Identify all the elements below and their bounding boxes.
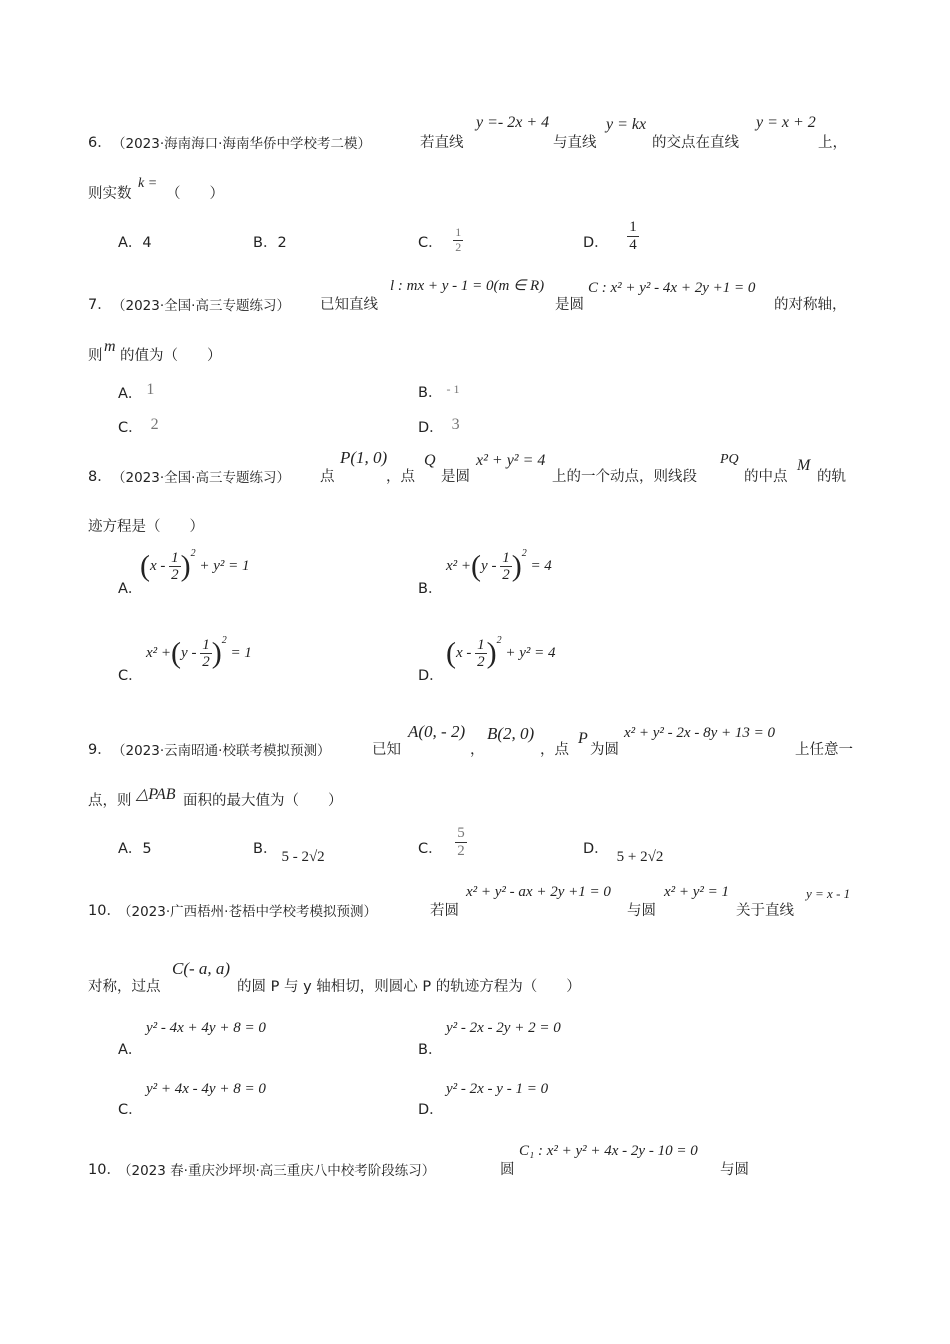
question-text: 是圆: [441, 469, 470, 485]
variable-m: m: [104, 338, 116, 355]
option-a-label[interactable]: A．: [118, 581, 143, 597]
question-text: 的值为（ ）: [120, 348, 222, 364]
fraction: $\frac{1}{2}$: [171, 549, 179, 584]
question-number: 10．: [88, 903, 121, 919]
question-source: （2023·云南昭通·校联考模拟预测）: [112, 743, 331, 759]
option-b[interactable]: B．2: [253, 235, 287, 251]
question-number: 8．: [88, 469, 112, 485]
question-number: 6．: [88, 135, 112, 151]
equation-circle: x² + y² = 4: [476, 452, 546, 469]
question-text: 面积的最大值为（ ）: [183, 793, 343, 809]
option-d-label[interactable]: D．: [418, 1102, 444, 1118]
equation-line-l: l : mx + y - 1 = 0(m ∈ R): [390, 278, 545, 294]
equation-circle-1: x² + y² - ax + 2y +1 = 0: [466, 884, 611, 900]
variable-m: M: [797, 457, 811, 474]
question-text: 是圆: [555, 297, 584, 313]
option-d[interactable]: D． 3: [418, 416, 460, 436]
option-b-label[interactable]: B．: [418, 1042, 443, 1058]
point-p: P(1, 0): [340, 448, 388, 467]
question-text: 的中点: [744, 469, 788, 485]
question-text: 上任意一: [795, 742, 853, 758]
fraction: $\frac{5}{2}$: [457, 825, 465, 859]
option-a[interactable]: A．4: [118, 235, 152, 251]
triangle-pab: △PAB: [136, 786, 176, 803]
question-text: 的交点在直线: [652, 135, 739, 151]
question-text: ，点: [540, 742, 569, 758]
question-number: 9．: [88, 742, 112, 758]
option-a[interactable]: A．5: [118, 841, 152, 857]
option-d[interactable]: D． 5 + 2√2: [583, 841, 664, 865]
option-c[interactable]: C． 2: [118, 416, 159, 436]
question-text: 与圆: [720, 1162, 749, 1178]
variable-q: Q: [424, 452, 436, 469]
question-text: 关于直线: [736, 903, 794, 919]
equation-line-2: y = kx: [606, 116, 647, 133]
question-text: 的轨: [817, 469, 846, 485]
question-number: 10．: [88, 1162, 121, 1178]
option-b[interactable]: x² +(y - $\frac{1}{2}$ )$^2$ = 4: [446, 548, 552, 584]
point-b: B(2, 0): [487, 724, 535, 743]
variable-k: k =: [138, 176, 158, 191]
question-text: 对称，过点: [88, 979, 161, 995]
question-text: 则实数: [88, 186, 132, 202]
answer-blank: （ ）: [166, 186, 224, 202]
question-text: 圆: [500, 1162, 515, 1178]
option-a[interactable]: y² - 4x + 4y + 8 = 0: [146, 1020, 266, 1036]
segment-pq: PQ: [720, 452, 739, 467]
question-text: 的圆 P 与 y 轴相切，则圆心 P 的轨迹方程为（ ）: [237, 979, 581, 995]
question-text: 迹方程是（ ）: [88, 519, 204, 535]
option-c-label[interactable]: C．: [118, 668, 143, 684]
question-text: 上的一个动点，则线段: [552, 469, 697, 485]
option-b[interactable]: B． $^{- 1}$: [418, 382, 460, 401]
variable-p: P: [578, 730, 588, 747]
equation-circle-c: C : x² + y² - 4x + 2y +1 = 0: [588, 280, 756, 296]
question-text: 的对称轴，: [774, 297, 847, 313]
question-source: （2023·海南海口·海南华侨中学校考二模）: [112, 136, 371, 152]
equation-line-1: y =- 2x + 4: [476, 114, 550, 131]
fraction: $\frac{1}{2}$: [455, 225, 462, 254]
option-d[interactable]: (x - $\frac{1}{2}$ )$^2$ + y² = 4: [446, 635, 556, 671]
question-text: 则: [88, 348, 103, 364]
option-c[interactable]: y² + 4x - 4y + 8 = 0: [146, 1081, 266, 1097]
question-text: ，: [470, 742, 485, 758]
fraction: $\frac{1}{2}$: [502, 549, 510, 584]
option-a-label[interactable]: A．: [118, 1042, 143, 1058]
option-b[interactable]: B． 5 - 2√2: [253, 841, 325, 865]
option-a[interactable]: (x - $\frac{1}{2}$ )$^2$ + y² = 1: [140, 548, 250, 584]
point-c: C(- a, a): [172, 959, 231, 978]
option-label: D．: [583, 235, 609, 251]
option-c[interactable]: C． $\frac{5}{2}$: [418, 825, 465, 859]
option-b-label[interactable]: B．: [418, 581, 443, 597]
option-d-label[interactable]: D．: [418, 668, 444, 684]
equation-line: y = x - 1: [806, 886, 851, 901]
fraction: $\frac{1}{2}$: [477, 636, 485, 671]
option-c[interactable]: [418, 225, 463, 254]
question-text: 点，则: [88, 793, 132, 809]
equation-line-3: y = x + 2: [756, 114, 816, 131]
question-text: 若圆: [430, 903, 459, 919]
question-text: 与圆: [627, 903, 656, 919]
question-source: （2023·广西梧州·苍梧中学校考模拟预测）: [118, 904, 377, 920]
equation-circle: x² + y² - 2x - 8y + 13 = 0: [624, 725, 775, 741]
option-c-label[interactable]: C．: [118, 1102, 143, 1118]
question-text: 已知直线: [320, 297, 378, 313]
option-b[interactable]: y² - 2x - 2y + 2 = 0: [446, 1020, 561, 1036]
question-source: （2023·全国·高三专题练习）: [112, 470, 290, 486]
fraction: $\frac{1}{2}$: [202, 636, 210, 671]
question-source: （2023·全国·高三专题练习）: [112, 298, 290, 314]
question-text: 若直线: [420, 135, 464, 151]
option-d[interactable]: [583, 219, 639, 253]
option-label: C．: [418, 235, 443, 251]
question-text: 上，: [818, 135, 847, 151]
question-text: 点: [320, 469, 335, 485]
equation-circle-c1: C₁ : x² + y² + 4x - 2y - 10 = 0: [519, 1143, 698, 1159]
option-d[interactable]: y² - 2x - y - 1 = 0: [446, 1081, 549, 1097]
fraction: $\frac{1}{4}$: [629, 219, 637, 253]
question-source: （2023 春·重庆沙坪坝·高三重庆八中校考阶段练习）: [118, 1163, 436, 1179]
option-c[interactable]: x² +(y - $\frac{1}{2}$ )$^2$ = 1: [146, 635, 252, 671]
question-text: ，点: [386, 469, 415, 485]
equation-circle-2: x² + y² = 1: [664, 884, 730, 900]
question-text: 与直线: [553, 135, 597, 151]
question-text: 已知: [372, 742, 401, 758]
option-a[interactable]: A． 1: [118, 381, 155, 402]
question-number: 7．: [88, 297, 112, 313]
question-text: 为圆: [590, 742, 619, 758]
point-a: A(0, - 2): [408, 722, 466, 741]
